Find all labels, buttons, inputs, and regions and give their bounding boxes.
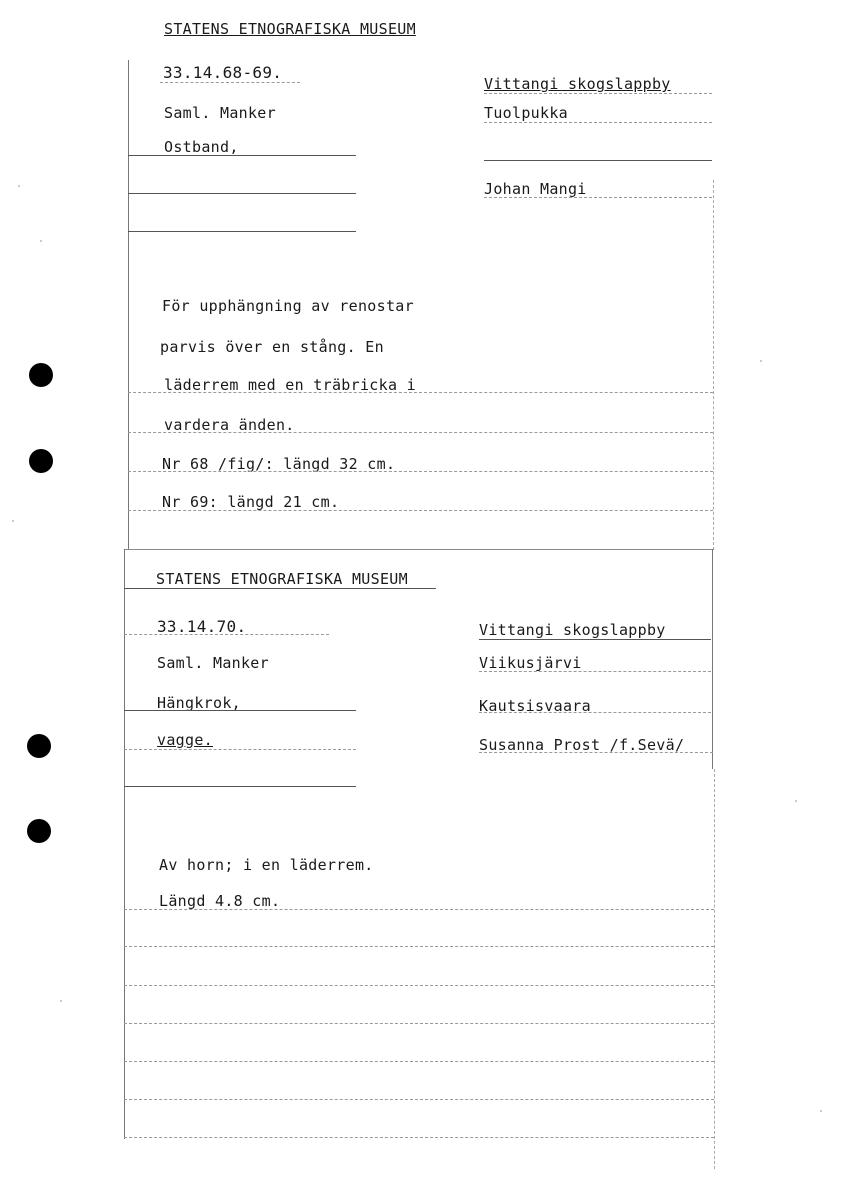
description-line: Längd 4.8 cm. [159,892,281,910]
description-line: Nr 69: längd 21 cm. [162,493,340,511]
rule [124,786,356,787]
scan-speck [820,1110,822,1112]
rule [124,1023,714,1024]
description-line: parvis över en stång. En [160,338,384,356]
card-bottom-edge [124,549,714,550]
rule [479,671,711,672]
object-name-local: vagge. [157,731,213,749]
museum-header: STATENS ETNOGRAFISKA MUSEUM [164,20,416,38]
rule [128,155,356,156]
rule [128,510,713,511]
locality-field: Tuolpukka [484,104,568,122]
museum-header: STATENS ETNOGRAFISKA MUSEUM [156,570,408,588]
rule [124,749,356,750]
rule [479,712,711,713]
rule [128,471,713,472]
rule [124,985,714,986]
person-field: Johan Mangi [484,180,587,198]
rule [484,122,712,123]
person-field: Susanna Prost /f.Sevä/ [479,736,685,754]
rule [124,710,356,711]
place-field: Vittangi skogslappby [484,75,671,93]
locality-field: Viikusjärvi [479,654,582,672]
scan-speck [18,185,20,187]
description-line: vardera änden. [164,416,295,434]
punch-hole [29,449,53,473]
catalog-number: 33.14.70. [157,617,247,636]
locality2-field: Kautsisvaara [479,697,591,715]
place-field: Vittangi skogslappby [479,621,666,639]
rule [124,1061,714,1062]
rule [124,1099,714,1100]
rule [128,432,713,433]
catalog-number: 33.14.68-69. [163,63,283,82]
rule [128,392,713,393]
scan-speck [40,240,42,242]
rule [124,909,714,910]
rule [160,82,300,83]
object-name: Hängkrok, [157,694,241,712]
punch-hole [27,734,51,758]
scan-speck [60,1000,62,1002]
rule [484,93,712,94]
card-left-border [128,60,129,550]
punch-hole [29,363,53,387]
object-name: Ostband, [164,138,239,156]
rule [124,946,714,947]
rule [128,193,356,194]
scan-speck [795,800,797,802]
card-left-border [124,549,125,1139]
punch-hole [27,819,51,843]
card-right-border [712,549,713,769]
scan-speck [760,360,762,362]
scan-speck [12,520,14,522]
card-right-border [713,180,714,550]
rule [128,231,356,232]
rule [124,634,329,635]
rule [124,588,436,589]
rule [479,752,713,753]
description-line: läderrem med en träbricka i [164,376,416,394]
card-right-border [714,769,715,1169]
rule [484,197,712,198]
description-line: Nr 68 /fig/: längd 32 cm. [162,455,396,473]
rule [479,639,711,640]
description-line: För upphängning av renostar [162,297,414,315]
collection-field: Saml. Manker [157,654,269,672]
collection-field: Saml. Manker [164,104,276,122]
rule [124,1137,714,1138]
rule [484,160,712,161]
description-line: Av horn; i en läderrem. [159,856,374,874]
